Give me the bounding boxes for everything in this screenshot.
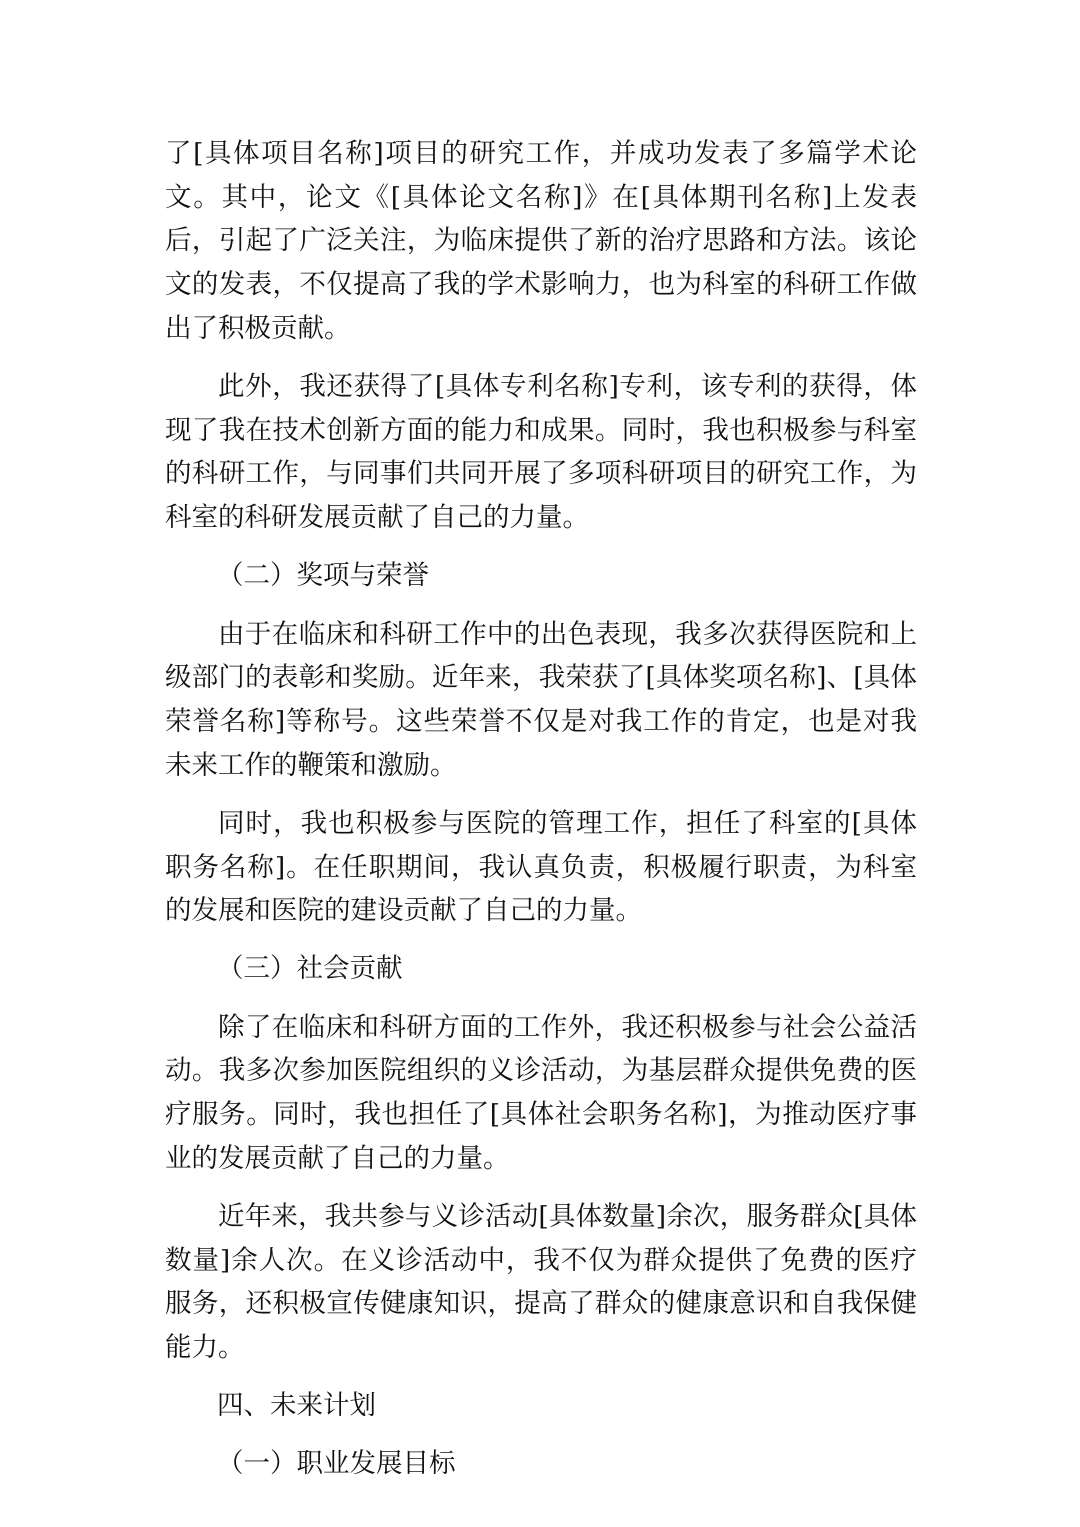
paragraph-public-welfare: 除了在临床和科研方面的工作外，我还积极参与社会公益活动。我多次参加医院组织的义诊活动，为基层群众提供免费的医疗服务。同时，我也担任了[具体社会职务名称]，为推动医疗事业的发展贡献了自己的力量。 (165, 1011, 917, 1174)
section-heading-career-goals: （一）职业发展目标 (217, 1448, 456, 1480)
section-heading-social: （三）社会贡献 (217, 953, 403, 985)
paragraph-management: 同时，我也积极参与医院的管理工作，担任了科室的[具体职务名称]。在任职期间，我认真负责，积极履行职责，为科室的发展和医院的建设贡献了自己的力量。 (165, 807, 917, 927)
paragraph-free-clinic: 近年来，我共参与义诊活动[具体数量]余次，服务群众[具体数量]余人次。在义诊活动中，我不仅为群众提供了免费的医疗服务，还积极宣传健康知识，提高了群众的健康意识和自我保健能力。 (165, 1200, 917, 1364)
section-heading-future-plan: 四、未来计划 (217, 1390, 376, 1422)
section-heading-awards: （二）奖项与荣誉 (217, 560, 429, 592)
document-body (165, 132, 917, 1501)
paragraph-patent: 此外，我还获得了[具体专利名称]专利，该专利的获得，体现了我在技术创新方面的能力和成果。同时，我也积极参与科室的科研工作，与同事们共同开展了多项科研项目的研究工作，为科室的科研发展贡献了自己的力量。 (165, 371, 917, 534)
paragraph-research-papers: 了[具体项目名称]项目的研究工作，并成功发表了多篇学术论文。其中，论文《[具体论文名称]》在[具体期刊名称]上发表后，引起了广泛关注，为临床提供了新的治疗思路和方法。该论文的发表，不仅提高了我的学术影响力，也为科室的科研工作做出了积极贡献。 (165, 138, 917, 344)
paragraph-awards: 由于在临床和科研工作中的出色表现，我多次获得医院和上级部门的表彰和奖励。近年来，我荣获了[具体奖项名称]、[具体荣誉名称]等称号。这些荣誉不仅是对我工作的肯定，也是对我未来工作的鞭策和激励。 (165, 618, 917, 781)
